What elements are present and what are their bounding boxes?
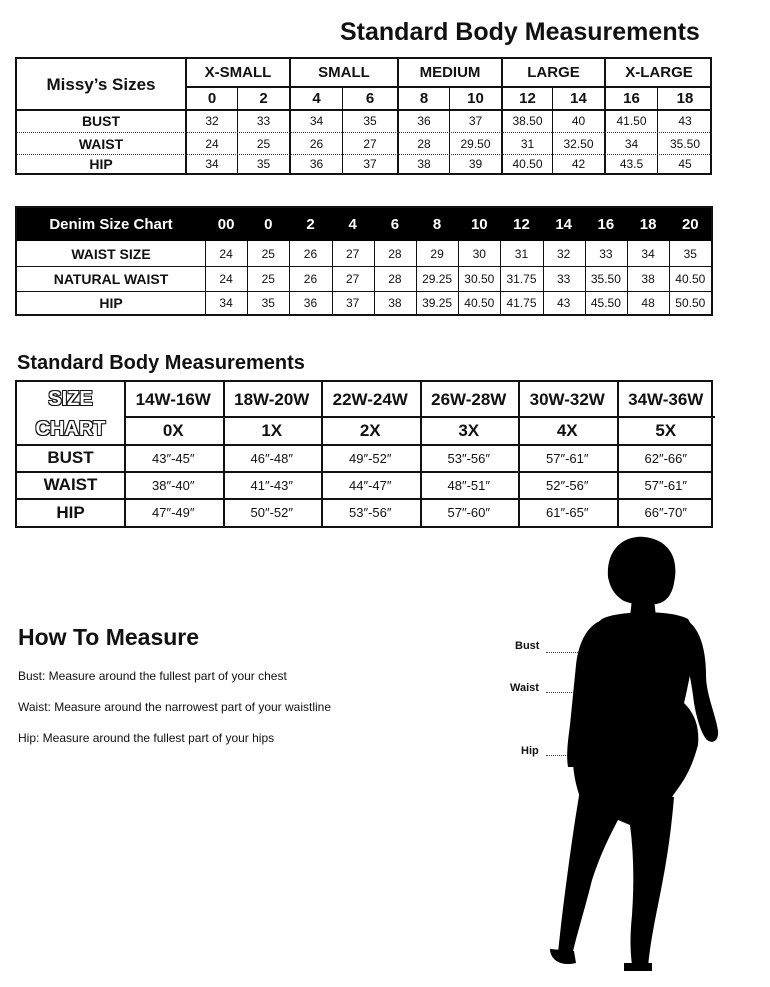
size-chart-label-line2: CHART	[35, 417, 106, 440]
denim-size-header: 4	[348, 216, 357, 233]
table-cell: 35	[683, 247, 697, 261]
size-12: 12	[519, 89, 536, 107]
table-cell: 31	[520, 136, 535, 151]
table-cell: 40	[571, 114, 586, 128]
table-cell: 52″-56″	[546, 477, 589, 493]
table-cell: 42	[571, 157, 586, 171]
table-cell: 29.25	[422, 272, 453, 286]
table-cell: 35	[363, 114, 377, 128]
plus-size-table	[15, 380, 713, 528]
figure-label-waist: Waist	[510, 682, 539, 694]
denim-size-header: 2	[306, 216, 315, 233]
group-small: SMALL	[318, 64, 370, 81]
table-cell: 34	[641, 247, 655, 261]
table-cell: 31.75	[506, 272, 537, 286]
group-medium: MEDIUM	[419, 64, 481, 81]
table-cell: 34	[219, 296, 233, 310]
table-cell: 38	[417, 157, 431, 171]
missy-sizes-label: Missy’s Sizes	[46, 75, 156, 94]
table-cell: 35	[261, 296, 275, 310]
denim-size-header: 6	[390, 216, 400, 233]
table-cell: 41.75	[506, 296, 537, 310]
table-cell: 32	[205, 114, 219, 128]
size-14: 14	[570, 89, 587, 107]
table-cell: 24	[219, 272, 233, 286]
plus-size-header: 5X	[655, 421, 677, 440]
table-cell: 49″-52″	[349, 450, 392, 466]
table-cell: 26	[309, 136, 324, 151]
denim-size-header: 00	[217, 216, 235, 233]
table-cell: 29	[430, 247, 444, 261]
table-cell: 24	[219, 247, 233, 261]
table-cell: 43″-45″	[152, 450, 195, 466]
size-range-header: 34W-36W	[628, 390, 704, 409]
table-cell: 29.50	[460, 136, 491, 151]
size-0: 0	[207, 89, 217, 107]
table-cell: 28	[388, 247, 402, 261]
table-cell: 39	[468, 157, 483, 171]
table-cell: 45.50	[590, 296, 621, 310]
table-cell: 25	[256, 136, 271, 151]
table-cell: 47″-49″	[152, 505, 195, 520]
table-cell: 57″-60″	[447, 505, 490, 520]
size-chart-label-line1: SIZE	[48, 387, 93, 410]
figure-label-bust: Bust	[515, 640, 540, 652]
table-cell: 34	[624, 136, 639, 151]
size-4: 4	[312, 89, 321, 107]
plus-size-header: 0X	[162, 421, 184, 440]
table-cell: 48	[641, 296, 655, 310]
table-cell: 28	[417, 136, 431, 151]
table-cell: 37	[346, 296, 360, 310]
row-label-bust: BUST	[81, 113, 121, 129]
plus-size-header: 2X	[359, 421, 381, 440]
table-cell: 53″-56″	[447, 450, 490, 466]
plus-size-header: 4X	[556, 421, 578, 440]
table-cell: 37	[363, 157, 377, 171]
table-cell: 38	[388, 296, 402, 310]
table-cell: 61″-65″	[546, 505, 589, 520]
table-cell: 33	[557, 272, 571, 286]
table-cell: 38″-40″	[152, 477, 195, 493]
table-cell: 46″-48″	[250, 450, 293, 466]
size-8: 8	[419, 89, 429, 107]
table-cell: 50.50	[675, 296, 706, 310]
table-cell: 43	[678, 114, 692, 128]
denim-size-header: 12	[513, 216, 530, 233]
tip-hip: Hip: Measure around the fullest part of your hips	[18, 731, 275, 745]
row-label-waist: WAIST	[78, 135, 124, 152]
table-cell: 48″-51″	[447, 477, 490, 493]
table-cell: 35.50	[590, 272, 621, 286]
denim-size-header: 10	[470, 216, 488, 233]
size-10: 10	[467, 89, 484, 107]
table-cell: 27	[363, 136, 377, 151]
size-16: 16	[623, 89, 640, 107]
size-range-header: 30W-32W	[529, 390, 605, 409]
section-title: Standard Body Measurements	[17, 352, 305, 374]
group-x-small: X-SMALL	[204, 64, 272, 81]
table-cell: 35	[256, 157, 271, 171]
table-cell: 25	[261, 247, 275, 261]
table-cell: 35.50	[669, 136, 701, 151]
table-cell: 41.50	[616, 114, 647, 128]
table-cell: 36	[417, 114, 431, 128]
denim-row-label: WAIST SIZE	[71, 246, 151, 262]
table-cell: 33	[256, 114, 271, 128]
table-cell: 40.50	[512, 157, 543, 171]
table-cell: 66″-70″	[644, 505, 687, 520]
table-cell: 34	[205, 157, 219, 171]
denim-size-header: 14	[555, 216, 573, 233]
plus-row-label: BUST	[47, 448, 94, 467]
group-x-large: X-LARGE	[625, 64, 693, 81]
table-cell: 50″-52″	[250, 505, 293, 520]
table-cell: 57″-61″	[644, 477, 687, 493]
table-cell: 36	[303, 296, 318, 310]
denim-size-header: 18	[639, 216, 657, 233]
plus-row-label: HIP	[56, 502, 85, 522]
size-18: 18	[676, 89, 694, 107]
table-cell: 38.50	[512, 114, 543, 128]
table-cell: 39.25	[422, 296, 453, 310]
table-cell: 26	[303, 272, 318, 286]
table-cell: 36	[309, 157, 324, 171]
denim-size-table	[15, 206, 713, 316]
table-cell: 45	[678, 157, 692, 171]
denim-size-header: 0	[264, 216, 273, 233]
table-cell: 32	[557, 247, 571, 261]
denim-size-header: 20	[681, 216, 699, 233]
denim-row-label: NATURAL WAIST	[53, 271, 169, 287]
size-range-header: 26W-28W	[431, 390, 507, 409]
denim-size-header: 16	[597, 216, 615, 233]
how-to-measure-title: How To Measure	[18, 624, 200, 650]
table-cell: 43	[557, 296, 571, 310]
table-cell: 53″-56″	[349, 505, 392, 520]
table-cell: 33	[599, 247, 613, 261]
plus-size-header: 3X	[458, 421, 480, 440]
plus-row-label: WAIST	[43, 475, 98, 494]
table-cell: 43.5	[619, 157, 644, 171]
table-cell: 25	[261, 272, 275, 286]
denim-size-header: 8	[432, 216, 442, 233]
table-cell: 30.50	[464, 272, 495, 286]
table-cell: 27	[346, 272, 360, 286]
figure-label-hip: Hip	[521, 745, 539, 757]
table-cell: 28	[388, 272, 402, 286]
size-range-header: 18W-20W	[234, 390, 310, 409]
table-cell: 40.50	[464, 296, 495, 310]
page-title: Standard Body Measurements	[340, 18, 700, 46]
missy-size-table	[15, 57, 712, 175]
table-cell: 37	[468, 114, 483, 128]
denim-chart-label: Denim Size Chart	[49, 216, 173, 233]
size-range-header: 22W-24W	[332, 390, 408, 409]
table-cell: 40.50	[675, 272, 706, 286]
table-cell: 26	[303, 247, 318, 261]
table-cell: 57″-61″	[546, 450, 589, 466]
table-cell: 24	[205, 136, 219, 151]
table-cell: 44″-47″	[349, 477, 392, 493]
tip-waist: Waist: Measure around the narrowest part of your waistline	[18, 700, 332, 714]
table-cell: 32.50	[563, 136, 594, 151]
group-large: LARGE	[527, 64, 580, 81]
denim-row-label: HIP	[99, 295, 123, 311]
table-cell: 34	[309, 114, 324, 128]
table-cell: 62″-66″	[644, 450, 687, 466]
table-cell: 38	[641, 272, 655, 286]
tip-bust: Bust: Measure around the fullest part of your chest	[18, 669, 287, 683]
row-label-hip: HIP	[89, 156, 113, 172]
table-cell: 31	[514, 247, 529, 261]
size-range-header: 14W-16W	[135, 390, 211, 409]
plus-size-header: 1X	[261, 421, 283, 440]
table-cell: 30	[472, 247, 486, 261]
size-6: 6	[365, 89, 375, 107]
woman-silhouette-icon	[520, 535, 720, 975]
size-2: 2	[259, 89, 268, 107]
table-cell: 27	[346, 247, 360, 261]
table-cell: 41″-43″	[250, 477, 293, 493]
